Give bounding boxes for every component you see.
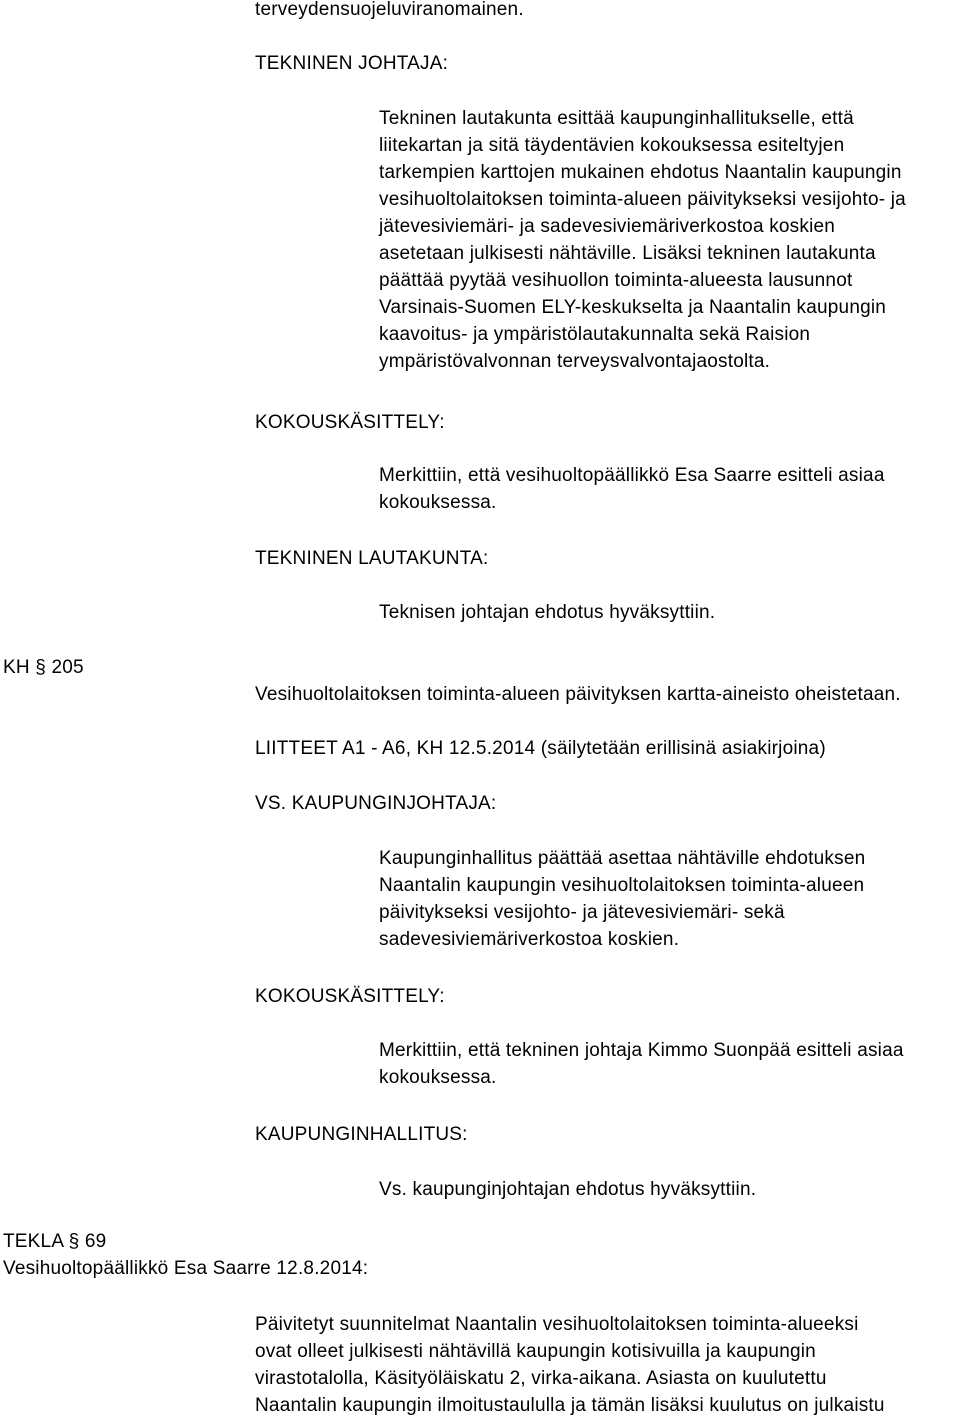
kokouskasittely-1-text: [379, 462, 885, 516]
paragraph-line: Kaupunginhallitus päättää asettaa nähtäville ehdotuksen: [379, 848, 866, 869]
paragraph-line: liitekartan ja sitä täydentävien kokouksessa esiteltyjen: [379, 135, 845, 156]
paragraph-line: Päivitetyt suunnitelmat Naantalin vesihuoltolaitoksen toiminta-alueeksi: [255, 1314, 859, 1335]
paragraph-line: jätevesiviemäri- ja sadevesiviemäriverkostoa koskien: [379, 216, 836, 237]
paragraph-line: ovat olleet julkisesti nähtävillä kaupungin kotisivuilla ja kaupungin: [255, 1341, 816, 1362]
paragraph-line: Naantalin kaupungin ilmoitustaululla ja tämän lisäksi kuulutus on julkaistu: [255, 1395, 885, 1416]
tekla-section-ref: TEKLA § 69: [3, 1231, 107, 1252]
paragraph-line: kokouksessa.: [379, 492, 497, 513]
kh-attachment-note: Vesihuoltolaitoksen toiminta-alueen päivityksen kartta-aineisto oheistetaan.: [255, 684, 901, 705]
section-heading-kokouskasittely-1: KOKOUSKÄSITTELY:: [255, 412, 445, 433]
tekla-text: [255, 1311, 885, 1419]
paragraph-line: päättää pyytää vesihuollon toiminta-alueesta lausunnot: [379, 270, 853, 291]
paragraph-line: päivitykseksi vesijohto- ja jätevesiviemäri- sekä: [379, 902, 785, 923]
kaupunginhallitus-decision: Vs. kaupunginjohtajan ehdotus hyväksyttiin.: [379, 1179, 757, 1200]
tekninen-johtaja-proposal: [379, 105, 906, 375]
paragraph-line: Merkittiin, että vesihuoltopäällikkö Esa Saarre esitteli asiaa: [379, 465, 885, 486]
paragraph-line: vesihuoltolaitoksen toiminta-alueen päivitykseksi vesijohto- ja: [379, 189, 906, 210]
paragraph-line: Tekninen lautakunta esittää kaupunginhallitukselle, että: [379, 108, 854, 129]
vs-kaupunginjohtaja-proposal: [379, 845, 865, 953]
paragraph-line: tarkempien karttojen mukainen ehdotus Naantalin kaupungin: [379, 162, 902, 183]
paragraph-line: sadevesiviemäriverkostoa koskien.: [379, 929, 680, 950]
tekninen-lautakunta-decision: Teknisen johtajan ehdotus hyväksyttiin.: [379, 602, 716, 623]
top-fragment-text: terveydensuojeluviranomainen.: [255, 0, 524, 20]
section-heading-vs-kaupunginjohtaja: VS. KAUPUNGINJOHTAJA:: [255, 793, 497, 814]
paragraph-line: Varsinais-Suomen ELY-keskukselta ja Naantalin kaupungin: [379, 297, 887, 318]
tekla-author: Vesihuoltopäällikkö Esa Saarre 12.8.2014:: [3, 1258, 369, 1279]
section-heading-tekninen-lautakunta: TEKNINEN LAUTAKUNTA:: [255, 548, 489, 569]
paragraph-line: Merkittiin, että tekninen johtaja Kimmo Suonpää esitteli asiaa: [379, 1040, 904, 1061]
paragraph-line: asetetaan julkisesti nähtäville. Lisäksi tekninen lautakunta: [379, 243, 876, 264]
kh-attachments: LIITTEET A1 - A6, KH 12.5.2014 (säilytetään erillisinä asiakirjoina): [255, 738, 826, 759]
section-heading-kaupunginhallitus: KAUPUNGINHALLITUS:: [255, 1124, 468, 1145]
kokouskasittely-2-text: [379, 1037, 904, 1091]
paragraph-line: virastotalolla, Käsityöläiskatu 2, virka-aikana. Asiasta on kuulutettu: [255, 1368, 827, 1389]
section-heading-tekninen-johtaja: TEKNINEN JOHTAJA:: [255, 53, 449, 74]
paragraph-line: kaavoitus- ja ympäristölautakunnalta sekä Raision: [379, 324, 811, 345]
paragraph-line: ympäristövalvonnan terveysvalvontajaostolta.: [379, 351, 771, 372]
kh-section-ref: KH § 205: [3, 657, 84, 678]
paragraph-line: Naantalin kaupungin vesihuoltolaitoksen toiminta-alueen: [379, 875, 865, 896]
paragraph-line: kokouksessa.: [379, 1067, 497, 1088]
section-heading-kokouskasittely-2: KOKOUSKÄSITTELY:: [255, 986, 445, 1007]
